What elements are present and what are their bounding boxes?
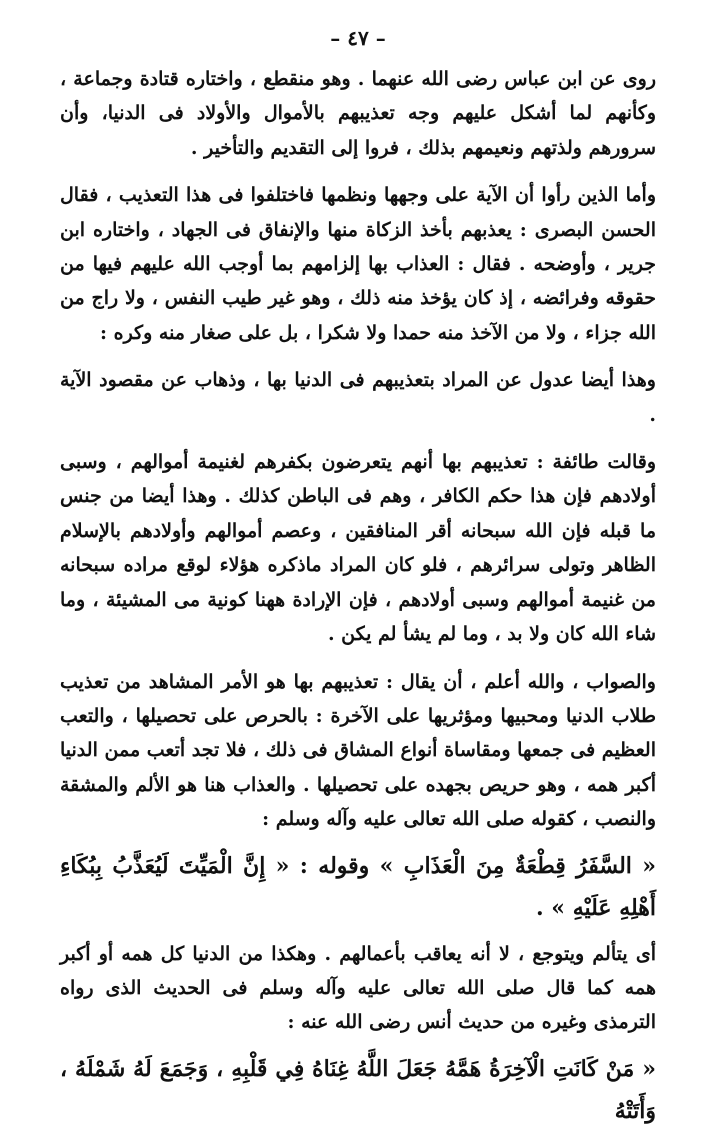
paragraph-another-group: وقالت طائفة : تعذيبهم بها أنهم يتعرضون بكفرهم لغنيمة أموالهم ، وسبى أولادهم فإن هذا حكم الكافر ، وهم فى الباطن كذلك . وهذا أيضا من جنس ما قبله فإن الله سبحانه أقر المنافقين ، وعصم أموالهم وأولادهم بالإسلام الظاهر وتولى سرائرهم ، فلو كان المراد ماذكره هؤلاء لوقع مراده سبحانه من غنيمة أموالهم وسبى أولادهم ، فإن الإرادة ههنا كونية مى المشيئة ، وما شاء الله كان ولا بد ، وما لم يشأ لم يكن . [60, 451, 656, 646]
paragraph-hasan-basri: وأما الذين رأوا أن الآية على وجهها ونظمها فاختلفوا فى هذا التعذيب ، فقال الحسن البصرى : يعذبهم بأخذ الزكاة منها والإنفاق فى الجهاد ، واختاره ابن جرير ، وأوضحه . فقال : العذاب بها إلزامهم بما أوجب الله عليهم فيها من حقوقه وفرائضه ، إذ كان يؤخذ منه ذلك ، وهو غير طيب النفس ، ولا راج من الله جزاء ، ولا من الآخذ منه حمدا ولا شكرا ، بل على صغار منه وكره : [60, 184, 656, 344]
paragraph-deviation: وهذا أيضا عدول عن المراد بتعذيبهم فى الدنيا بها ، وذهاب عن مقصود الآية . [60, 369, 656, 426]
book-page [60, 26, 656, 1140]
paragraph-ibn-abbas: روى عن ابن عباس رضى الله عنهما . وهو منقطع ، واختاره قتادة وجماعة ، وكأنهم لما أشكل عليهم وجه تعذيبهم بالأموال والأولاد فى الدنيا، وأن سرورهم ولذتهم ونعيمهم بذلك ، فروا إلى التقديم والتأخير . [60, 68, 656, 159]
hadith-quote-hereafter: « مَنْ كَانَتِ الْآخِرَةُ هَمَّهُ جَعَلَ اللَّهُ غِنَاهُ فِي قَلْبِهِ ، وَجَمَعَ لَهُ شَمْلَهُ ، وَأَتَتْهُ [60, 1055, 656, 1124]
page-number: – ٤٧ – [330, 26, 386, 50]
paragraph-pain: أى يتألم ويتوجع ، لا أنه يعاقب بأعمالهم . وهكذا من الدنيا كل همه أو أكبر همه كما قال صلى الله تعالى عليه وآله وسلم فى الحديث الذى رواه الترمذى وغيره من حديث أنس رضى الله عنه : [60, 942, 656, 1034]
hadith-quote-travel: « السَّفَرُ قِطْعَةٌ مِنَ الْعَذَابِ » وقوله : « إِنَّ الْمَيِّتَ لَيُعَذَّبُ بِبُكَاءِ أَهْلِهِ عَلَيْهِ » . [60, 852, 656, 921]
paragraph-correct-view: والصواب ، والله أعلم ، أن يقال : تعذيبهم بها هو الأمر المشاهد من تعذيب طلاب الدنيا ومحبيها ومؤثريها على الآخرة : بالحرص على تحصيلها ، والتعب العظيم فى جمعها ومقاساة أنواع المشاق فى ذلك ، فلا تجد أتعب ممن الدنيا أكبر همه ، وهو حريص بجهده على تحصيلها . والعذاب هنا هو الألم والمشقة والنصب ، كقوله صلى الله تعالى عليه وآله وسلم : [60, 670, 656, 831]
